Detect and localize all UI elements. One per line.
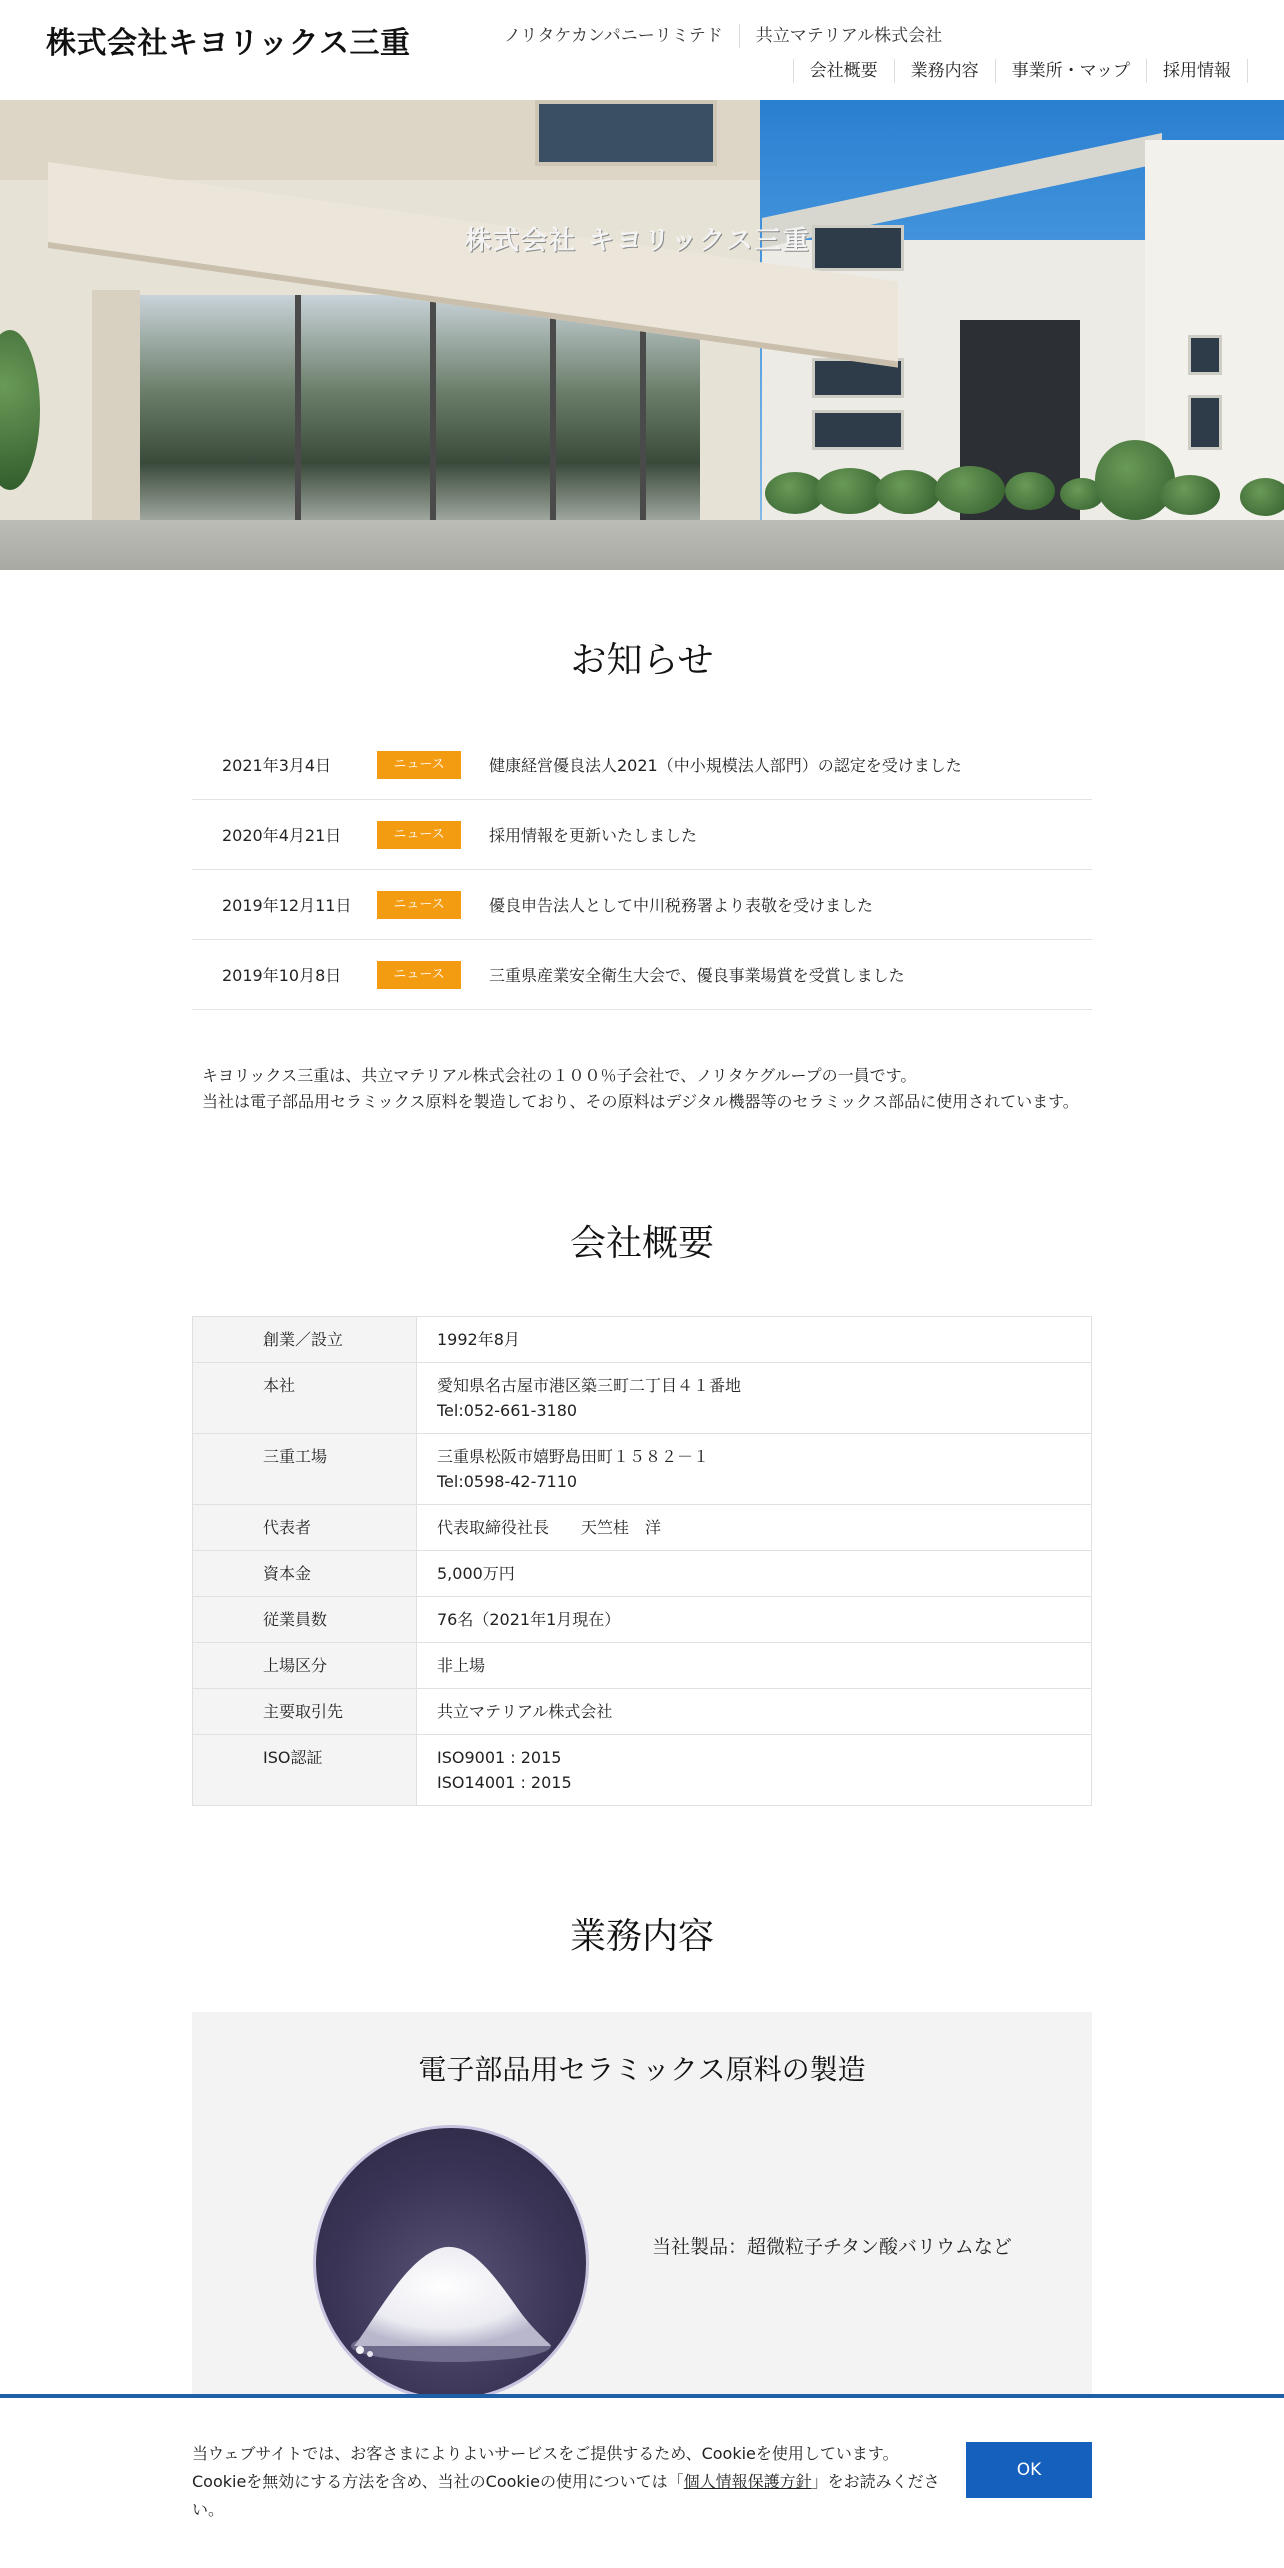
- business-description: 当社製品：超微粒子チタン酸バリウムなど: [652, 2236, 1012, 2258]
- table-key: 資本金: [193, 1551, 417, 1597]
- business-card-title: 電子部品用セラミックス原料の製造: [418, 2053, 866, 2086]
- news-section-title: お知らせ: [570, 640, 714, 681]
- table-row: [193, 1505, 1092, 1551]
- news-item[interactable]: [192, 800, 1092, 870]
- table-value: 5,000万円: [417, 1551, 1092, 1597]
- table-row: [193, 1551, 1092, 1597]
- news-headline[interactable]: 三重県産業安全衛生大会で、優良事業場賞を受賞しました: [489, 966, 905, 985]
- company-overview-table: [192, 1316, 1092, 1806]
- table-row: [193, 1363, 1092, 1434]
- table-row: [193, 1689, 1092, 1735]
- site-header: [0, 0, 1284, 100]
- entrance-glass: [140, 295, 700, 535]
- news-item[interactable]: [192, 730, 1092, 800]
- table-key: 代表者: [193, 1505, 417, 1551]
- cookie-ok-button[interactable]: OK: [966, 2442, 1092, 2498]
- cookie-banner: [0, 2394, 1284, 2568]
- table-value: 代表取締役社長 天竺桂 洋: [417, 1505, 1092, 1551]
- table-value: 1992年8月: [417, 1317, 1092, 1363]
- nav-company-overview[interactable]: 会社概要: [793, 59, 894, 83]
- table-key: 創業／設立: [193, 1317, 417, 1363]
- table-value: 76名（2021年1月現在）: [417, 1597, 1092, 1643]
- news-headline[interactable]: 採用情報を更新いたしました: [489, 826, 698, 845]
- ceramic-powder-image: [316, 2128, 586, 2398]
- table-key: 本社: [193, 1363, 417, 1434]
- company-intro: [202, 1063, 1102, 1115]
- privacy-policy-link[interactable]: 個人情報保護方針: [683, 2472, 812, 2491]
- intro-line: 当社は電子部品用セラミックス原料を製造しており、その原料はデジタル機器等のセラミックス部品に使用されています。: [202, 1092, 1079, 1111]
- main-nav: [793, 59, 1248, 83]
- table-key: 三重工場: [193, 1434, 417, 1505]
- table-value: 非上場: [417, 1643, 1092, 1689]
- table-key: ISO認証: [193, 1735, 417, 1806]
- news-headline[interactable]: 健康経営優良法人2021（中小規模法人部門）の認定を受けました: [489, 756, 962, 775]
- news-item[interactable]: [192, 940, 1092, 1010]
- news-badge: ニュース: [377, 821, 461, 849]
- table-row: [193, 1317, 1092, 1363]
- business-section-title: 業務内容: [569, 1916, 714, 1957]
- site-logo[interactable]: 株式会社キヨリックス三重: [46, 26, 411, 61]
- nav-offices-map[interactable]: 事業所・マップ: [995, 59, 1146, 83]
- news-date: 2021年3月4日: [222, 756, 332, 775]
- table-row: [193, 1434, 1092, 1505]
- news-date: 2019年12月11日: [222, 896, 352, 915]
- building-sign: 株式会社 キヨリックス三重: [465, 226, 811, 256]
- table-value: 愛知県名古屋市港区築三町二丁目４１番地 Tel:052-661-3180: [417, 1363, 1092, 1434]
- table-key: 上場区分: [193, 1643, 417, 1689]
- table-key: 主要取引先: [193, 1689, 417, 1735]
- company-section-title: 会社概要: [569, 1223, 714, 1264]
- link-noritake[interactable]: ノリタケカンパニーリミテド: [504, 26, 723, 46]
- table-row: [193, 1735, 1092, 1806]
- table-value: 三重県松阪市嬉野島田町１５８２－１ Tel:0598-42-7110: [417, 1434, 1092, 1505]
- intro-line: キヨリックス三重は、共立マテリアル株式会社の１００％子会社で、ノリタケグループの一員です。: [202, 1066, 917, 1085]
- hero-building-image: [0, 100, 1284, 570]
- nav-business[interactable]: 業務内容: [894, 59, 995, 83]
- table-value: ISO9001 : 2015 ISO14001 : 2015: [417, 1735, 1092, 1806]
- table-row: [193, 1643, 1092, 1689]
- news-headline[interactable]: 優良申告法人として中川税務署より表敬を受けました: [489, 896, 874, 915]
- news-item[interactable]: [192, 870, 1092, 940]
- table-row: [193, 1597, 1092, 1643]
- news-list: [192, 730, 1092, 1010]
- news-badge: ニュース: [377, 891, 461, 919]
- news-date: 2019年10月8日: [222, 966, 342, 985]
- business-card: [192, 2012, 1092, 2432]
- powder-pile-icon: [346, 2218, 556, 2368]
- link-kyoritsu[interactable]: 共立マテリアル株式会社: [739, 24, 958, 48]
- cookie-notice-text: 当ウェブサイトでは、お客さまによりよいサービスをご提供するため、Cookieを使用しています。Cookieを無効にする方法を含め、当社のCookieの使用については「個人情報保護方針」をお読みください。: [192, 2444, 940, 2519]
- news-badge: ニュース: [377, 751, 461, 779]
- table-key: 従業員数: [193, 1597, 417, 1643]
- news-date: 2020年4月21日: [222, 826, 342, 845]
- nav-recruit[interactable]: 採用情報: [1146, 59, 1248, 83]
- news-badge: ニュース: [377, 961, 461, 989]
- group-links: [488, 24, 958, 48]
- table-value: 共立マテリアル株式会社: [417, 1689, 1092, 1735]
